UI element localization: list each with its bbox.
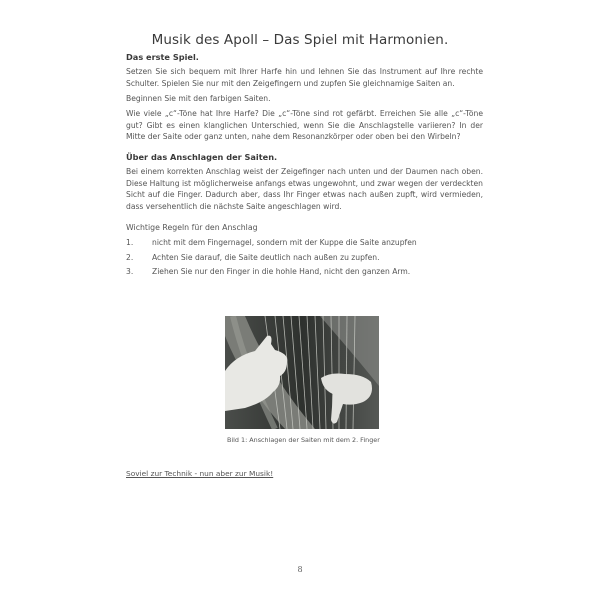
page-number: 8 (297, 565, 303, 574)
paragraph: Bei einem korrekten Anschlag weist der Zeigefinger nach unten und der Daumen nach oben. Diese Haltung ist möglicherweise anfangs etwas ungewohnt, und zwar wegen der verdeckten Sicht auf die Finger. Dadurch aber, dass Ihr Finger etwas nach außen zupft, wird vermieden, dass versehentlich die nächste Saite angeschlagen wird. (126, 167, 483, 211)
paragraph: Beginnen Sie mit den farbigen Saiten. (126, 94, 271, 103)
list-text: Ziehen Sie nur den Finger in die hohle Hand, nicht den ganzen Arm. (152, 267, 411, 276)
list-number: 3. (126, 267, 134, 276)
closing-line: Soviel zur Technik - nun aber zur Musik! (126, 469, 274, 478)
harp-hands-image (225, 316, 379, 429)
figure-caption: Bild 1: Anschlagen der Saiten mit dem 2. Finger (227, 436, 380, 444)
list-number: 2. (126, 253, 134, 262)
list-text: Achten Sie darauf, die Saite deutlich nach außen zu zupfen. (152, 253, 380, 262)
list-number: 1. (126, 238, 134, 247)
list-item (126, 238, 483, 247)
list-item (126, 253, 483, 262)
section-heading-first-game: Das erste Spiel. (126, 52, 199, 62)
section-heading-striking: Über das Anschlagen der Saiten. (126, 152, 278, 162)
paragraph: Wie viele „c“-Töne hat Ihre Harfe? Die „c“-Töne sind rot gefärbt. Erreichen Sie alle „c“-Töne gut? Gibt es einen klanglichen Unterschied, wenn Sie die Anschlagstelle variieren? In der Mitte der Saite oder ganz unten, nahe dem Resonanzkörper oder oben bei den Wirbeln? (126, 109, 483, 142)
list-item (126, 267, 483, 276)
harp-photo (225, 316, 379, 429)
rules-title: Wichtige Regeln für den Anschlag (126, 223, 258, 232)
page-title: Musik des Apoll – Das Spiel mit Harmonien. (151, 32, 449, 48)
paragraph: Setzen Sie sich bequem mit Ihrer Harfe hin und lehnen Sie das Instrument auf Ihre rechte Schulter. Spielen Sie nur mit den Zeigefingern und zupfen Sie gleichnamige Saiten an. (126, 67, 483, 88)
list-text: nicht mit dem Fingernagel, sondern mit der Kuppe die Saite anzupfen (152, 238, 417, 247)
